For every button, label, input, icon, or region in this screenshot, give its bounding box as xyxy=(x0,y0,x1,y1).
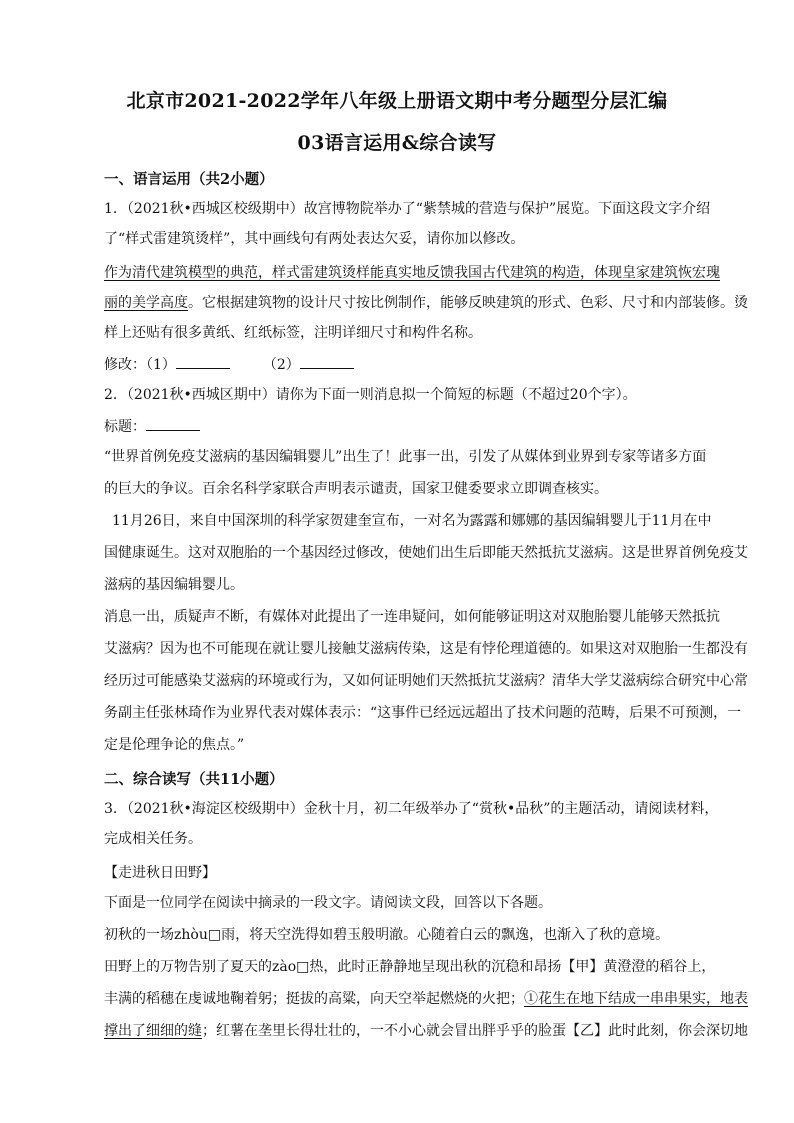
q2-passage-line: 滋病的基因编辑婴儿。 xyxy=(104,577,244,593)
q3-line: 完成相关任务。 xyxy=(104,831,202,847)
q3-intro: 下面是一位同学在阅读中摘录的一段文字。请阅读文段，回答以下各题。 xyxy=(104,895,552,911)
q2-passage-line: 国健康诞生。这对双胞胎的一个基因经过修改，使她们出生后即能天然抵抗艾滋病。这是世界首例免疫艾 xyxy=(104,545,748,561)
q1-passage-line xyxy=(104,264,720,282)
q2-passage-line: 的巨大的争议。百余名科学家联合声明表示谴责，国家卫健委要求立即调查核实。 xyxy=(104,481,608,497)
q2-passage-line: 11月26日，来自中国深圳的科学家贺建奎宣布，一对名为露露和娜娜的基因编辑婴儿于11月在中 xyxy=(112,513,712,529)
q1-passage-line xyxy=(104,294,748,312)
passage-text: 丰满的稻穗在虔诚地鞠着躬；挺拔的高粱，向天空举起燃烧的火把； xyxy=(104,991,524,1007)
q3-passage-line: 初秋的一场zhòu□雨，将天空洗得如碧玉般明澈。心随着白云的飘逸，也渐入了秋的意境。 xyxy=(104,927,670,943)
q2-passage-line: 务副主任张林琦作为业界代表对媒体表示：“这事件已经远远超出了技术问题的范畴，后果不可预测，一 xyxy=(104,705,742,721)
passage-text: ；红薯在垄里长得壮壮的，一不小心就会冒出胖乎乎的脸蛋【乙】此时此刻，你会深切地 xyxy=(202,1023,748,1039)
q1-answer-line xyxy=(104,356,704,374)
q1-passage-line: 样上还贴有很多黄纸、红纸标签，注明详细尺寸和构件名称。 xyxy=(104,325,482,341)
q3-passage-line xyxy=(104,1022,748,1040)
document-title: 北京市2021-2022学年八年级上册语文期中考分题型分层汇编 xyxy=(126,90,668,112)
answer-blank-2[interactable] xyxy=(300,356,354,369)
answer-blank-1[interactable] xyxy=(176,356,230,369)
q2-line: 2．（2021秋•西城区期中）请你为下面一则消息拟一个简短的标题（不超过20个字）。 xyxy=(104,387,637,403)
section-heading-language-use: 一、语言运用（共2小题） xyxy=(104,171,274,188)
passage-text: 。它根据建筑物的设计尺寸按比例制作，能够反映建筑的形式、色彩、尺寸和内部装修。烫 xyxy=(188,295,748,311)
underlined-sentence: 作为清代建筑模型的典范，样式雷建筑烫样能真实地反馈我国古代建筑的构造，体现皇家建筑恢宏瑰 xyxy=(104,265,720,281)
q2-passage-line: 定是伦理争论的焦点。” xyxy=(104,737,245,753)
underlined-sentence: 撑出了细细的缝 xyxy=(104,1023,202,1039)
answer-label: （2） xyxy=(262,357,300,373)
underlined-sentence: 丽的美学高度 xyxy=(104,295,188,311)
title-answer-blank[interactable] xyxy=(146,418,200,431)
q3-passage-line xyxy=(104,990,748,1008)
q3-line: 3．（2021秋•海淀区校级期中）金秋十月，初二年级举办了“赏秋•品秋”的主题活动，请阅读材料， xyxy=(104,801,719,817)
document-subtitle: 03语言运用&综合读写 xyxy=(297,132,497,154)
section-heading-comprehensive: 二、综合读写（共11小题） xyxy=(104,771,284,788)
q3-subheading: 【走进秋日田野】 xyxy=(104,865,216,881)
q2-passage-line: 经历过可能感染艾滋病的环境或行为，又如何证明她们天然抵抗艾滋病？清华大学艾滋病综合研究中心常 xyxy=(104,673,748,689)
q2-passage-line: 消息一出，质疑声不断，有媒体对此提出了一连串疑问，如何能够证明这对双胞胎婴儿能够天然抵抗 xyxy=(104,609,720,625)
q2-title-line xyxy=(104,418,704,436)
q2-passage-line: 艾滋病？因为也不可能现在就让婴儿接触艾滋病传染，这是有悖伦理道德的。如果这对双胞胎一生都没有 xyxy=(104,641,748,657)
q1-line: 了“样式雷建筑烫样”，其中画线句有两处表达欠妥，请你加以修改。 xyxy=(104,231,525,247)
title-label: 标题： xyxy=(104,419,146,435)
q1-line: 1．（2021秋•西城区校级期中）故宫博物院举办了“紫禁城的营造与保护”展览。下面这段文字介绍 xyxy=(104,201,711,217)
answer-label: 修改：（1） xyxy=(104,357,176,373)
underlined-sentence: ①花生在地下结成一串串果实，地表 xyxy=(524,991,748,1007)
q3-passage-line: 田野上的万物告别了夏天的zào□热，此时正静静地呈现出秋的沉稳和昂扬【甲】黄澄澄的稻谷上， xyxy=(104,959,716,975)
q2-passage-line: “世界首例免疫艾滋病的基因编辑婴儿”出生了！此事一出，引发了从媒体到业界到专家等诸多方面 xyxy=(104,449,707,465)
